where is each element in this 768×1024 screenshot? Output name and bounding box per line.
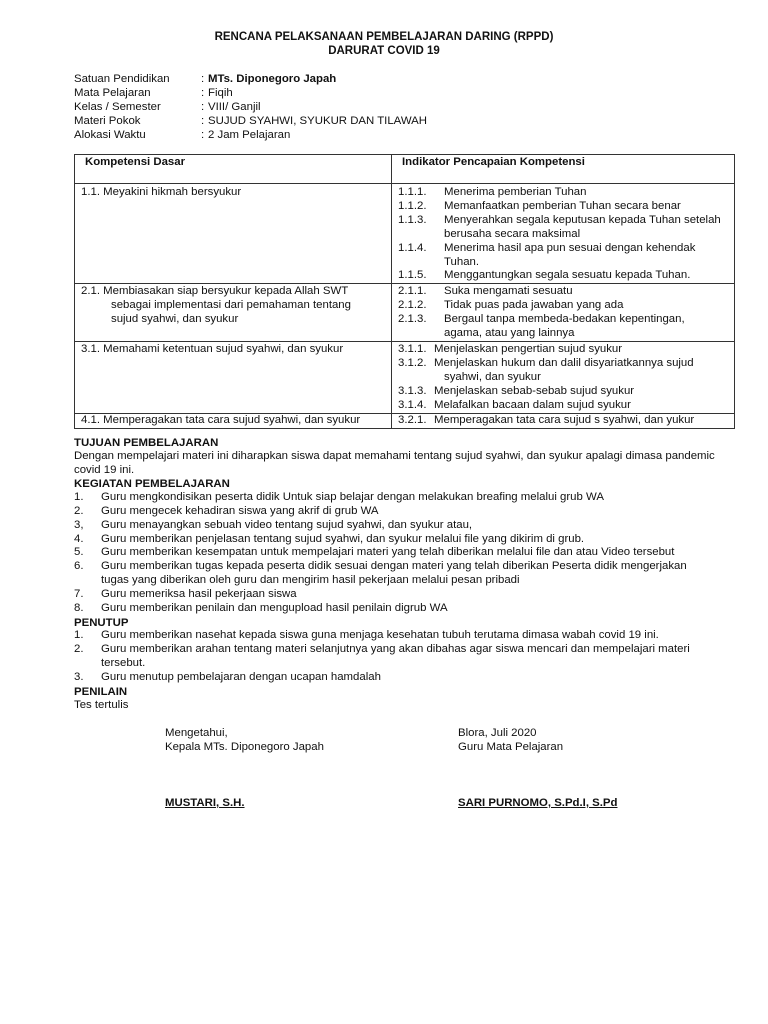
penutup-item: 1. Guru memberikan nasehat kepada siswa guna menjaga kesehatan tubuh terutama dimasa wabah covid 19 ini.	[74, 629, 659, 641]
table-row	[75, 341, 735, 413]
table-header-row	[75, 155, 735, 184]
sig-left-name: MUSTARI, S.H.	[165, 797, 245, 809]
kd-text: sujud syahwi, dan syukur	[111, 313, 239, 326]
identity-colon: :	[201, 73, 205, 85]
kd-cell	[75, 341, 392, 413]
identity-colon: :	[201, 129, 205, 141]
competency-table	[74, 154, 735, 429]
kd-cell	[75, 413, 392, 428]
identity-value: Fiqih	[208, 87, 233, 99]
indicator-item: 3.1.4. Melafalkan bacaan dalam sujud syukur	[398, 398, 631, 411]
table-row	[75, 413, 735, 428]
identity-label: Mata Pelajaran	[74, 87, 151, 99]
indicator-item: 2.1.3. Bergaul tanpa membeda-bedakan kepentingan, agama, atau yang lainnya	[398, 313, 685, 340]
tujuan-heading: TUJUAN PEMBELAJARAN	[74, 437, 219, 449]
penutup-item: 2. Guru memberikan arahan tentang materi selanjutnya yang akan dibahas agar siswa mencari dan mempelajari materi tersebut.	[74, 643, 690, 669]
identity-label: Materi Pokok	[74, 115, 141, 127]
kegiatan-item: 6. Guru memberikan tugas kepada peserta didik sesuai dengan materi yang telah diberikan Peserta didik mengerjakan tugas yang diberikan oleh guru dan mengirim hasil pekerjaan melalui pesan pribadi	[74, 560, 687, 586]
ipk-cell	[392, 413, 735, 428]
header-indikator: Indikator Pencapaian Kompetensi	[392, 155, 735, 184]
indicator-item: 2.1.2. Tidak puas pada jawaban yang ada	[398, 299, 624, 312]
indicator-item: 1.1.1. Menerima pemberian Tuhan	[398, 186, 587, 198]
identity-label: Satuan Pendidikan	[74, 73, 170, 85]
sig-left-line1: Mengetahui,	[165, 727, 228, 739]
document-title-line1: RENCANA PELAKSANAAN PEMBELAJARAN DARING (RPPD)	[214, 31, 554, 43]
sig-left-line2: Kepala MTs. Diponegoro Japah	[165, 741, 324, 753]
identity-label: Kelas / Semester	[74, 101, 161, 113]
tujuan-text-line2: covid 19 ini.	[74, 464, 135, 476]
sig-right-name: SARI PURNOMO, S.Pd.I, S.Pd	[458, 797, 618, 809]
kegiatan-item: 4. Guru memberikan penjelasan tentang sujud syahwi, dan syukur melalui file yang dikirim di grub.	[74, 533, 585, 545]
identity-value: SUJUD SYAHWI, SYUKUR DAN TILAWAH	[208, 115, 427, 127]
kd-text: 2.1. Membiasakan siap bersyukur kepada Allah SWT	[81, 285, 349, 298]
document-title-line2: DARURAT COVID 19	[328, 45, 440, 57]
indicator-item: 1.1.2. Memanfaatkan pemberian Tuhan secara benar	[398, 199, 681, 212]
indicator-item: 1.1.4. Menerima hasil apa pun sesuai dengan kehendak Tuhan.	[398, 241, 696, 268]
penutup-item: 3. Guru menutup pembelajaran dengan ucapan hamdalah	[74, 671, 381, 683]
ipk-cell	[392, 284, 735, 342]
kd-text: 3.1. Memahami ketentuan sujud syahwi, dan syukur	[81, 342, 344, 355]
identity-value: VIII/ Ganjil	[208, 101, 261, 113]
penilain-text: Tes tertulis	[74, 699, 129, 711]
table-row	[75, 284, 735, 342]
kd-text: sebagai implementasi dari pemahaman tentang	[111, 299, 351, 312]
kegiatan-heading: KEGIATAN PEMBELAJARAN	[74, 478, 230, 490]
identity-colon: :	[201, 87, 205, 99]
indicator-item: 1.1.5. Menggantungkan segala sesuatu kepada Tuhan.	[398, 269, 691, 282]
identity-value: MTs. Diponegoro Japah	[208, 73, 337, 85]
identity-colon: :	[201, 101, 205, 113]
kegiatan-item: 2. Guru mengecek kehadiran siswa yang akrif di grub WA	[74, 505, 379, 517]
indicator-item: 3.1.1. Menjelaskan pengertian sujud syukur	[398, 342, 623, 355]
table-row	[75, 184, 735, 284]
ipk-cell	[392, 184, 735, 284]
indicator-item: 3.2.1. Memperagakan tata cara sujud s syahwi, dan yukur	[398, 413, 695, 426]
ipk-cell	[392, 341, 735, 413]
kd-cell	[75, 184, 392, 284]
identity-label: Alokasi Waktu	[74, 129, 146, 141]
kd-text: 4.1. Memperagakan tata cara sujud syahwi, dan syukur	[81, 413, 361, 426]
sig-right-line1: Blora, Juli 2020	[458, 727, 537, 739]
tujuan-text-line1: Dengan mempelajari materi ini diharapkan siswa dapat memahami tentang sujud syahwi, dan syukur apalagi dimasa pandemic	[74, 450, 715, 462]
kegiatan-item: 1. Guru mengkondisikan peserta didik Untuk siap belajar dengan melakukan breafing melalui grub WA	[74, 491, 604, 503]
kegiatan-item: 8. Guru memberikan penilain dan mengupload hasil penilain digrub WA	[74, 602, 448, 614]
identity-colon: :	[201, 115, 205, 127]
kegiatan-item: 5. Guru memberikan kesempatan untuk mempelajari materi yang telah diberikan melalui file dan atau Video tersebut	[74, 546, 675, 558]
indicator-item: 3.1.2. Menjelaskan hukum dan dalil disyariatkannya sujud syahwi, dan syukur	[398, 356, 694, 383]
header-kompetensi-dasar: Kompetensi Dasar	[75, 155, 392, 184]
indicator-item: 1.1.3. Menyerahkan segala keputusan kepada Tuhan setelah berusaha secara maksimal	[398, 213, 721, 240]
indicator-item: 3.1.3. Menjelaskan sebab-sebab sujud syukur	[398, 384, 635, 397]
identity-value: 2 Jam Pelajaran	[208, 129, 291, 141]
penilain-heading: PENILAIN	[74, 686, 128, 698]
penutup-heading: PENUTUP	[74, 617, 129, 629]
kd-cell	[75, 284, 392, 342]
sig-right-line2: Guru Mata Pelajaran	[458, 741, 564, 753]
indicator-item: 2.1.1. Suka mengamati sesuatu	[398, 285, 573, 298]
kegiatan-item: 3, Guru menayangkan sebuah video tentang sujud syahwi, dan syukur atau,	[74, 519, 473, 531]
kegiatan-item: 7. Guru memeriksa hasil pekerjaan siswa	[74, 588, 297, 600]
kd-text: 1.1. Meyakini hikmah bersyukur	[81, 186, 242, 198]
